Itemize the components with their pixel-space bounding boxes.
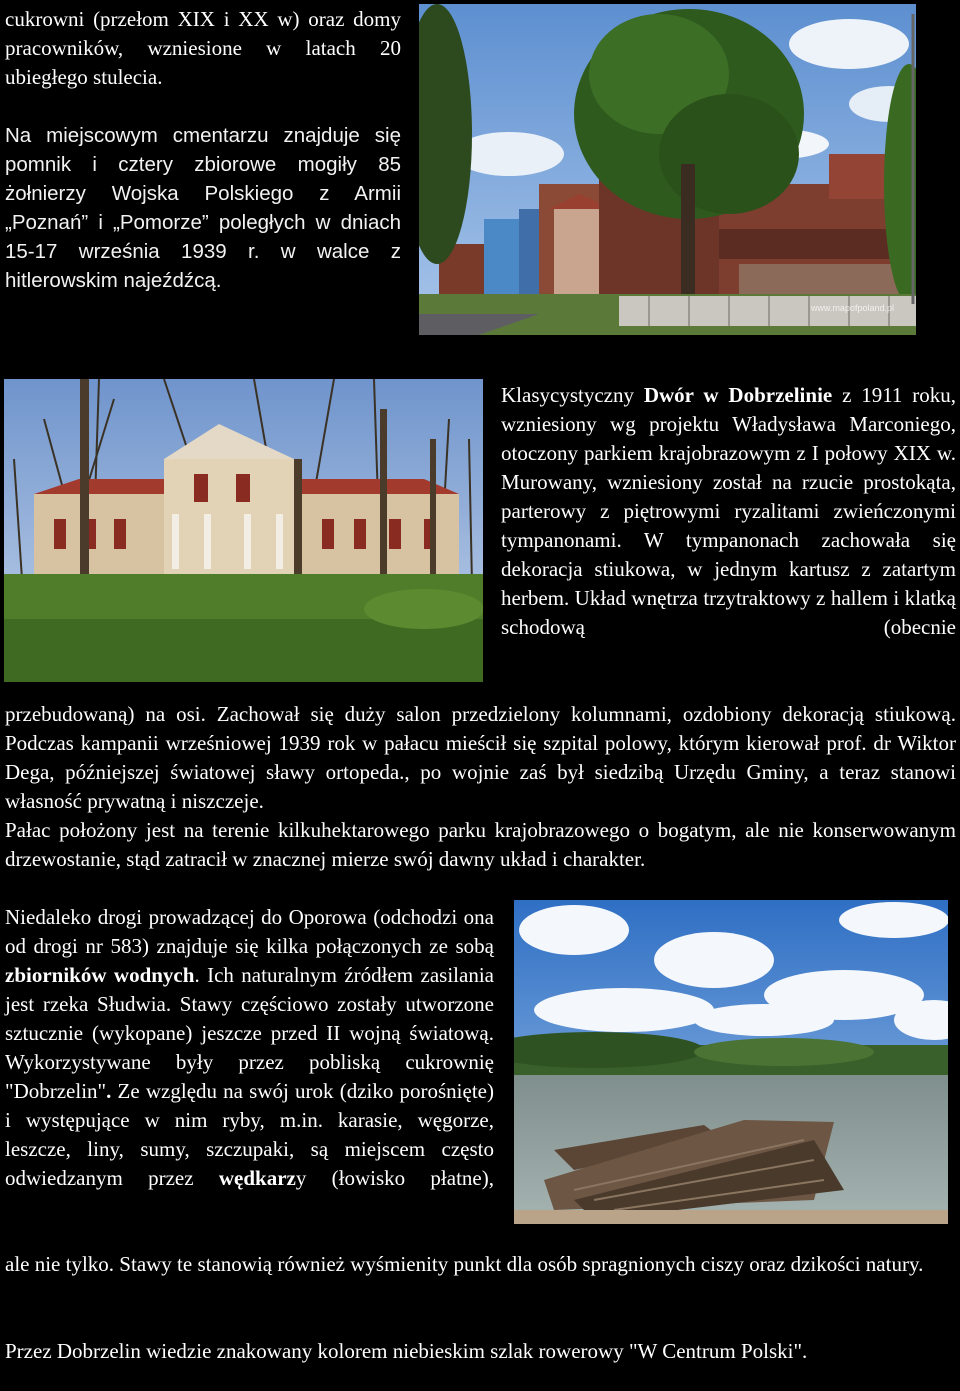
manor-text-block xyxy=(501,381,956,642)
intro-text-block xyxy=(5,5,401,295)
manor-details: z 1911 roku, wzniesiony wg projektu Władysława Marconiego, otoczony parkiem krajobrazowym z I połowy XIX w. Murowany, wzniesiony został na rzucie prostokąta, parterowy z piętrowymi ryzalitami zwieńczonymi tympanonami. W tympanonach zachowała się dekoracja stiukowa, w jednym kartusz z zatartym herbem. Układ wnętrza trzytraktowy z hallem i klatką schodową (obecnie xyxy=(501,383,957,639)
spacer xyxy=(5,92,401,121)
bike-trail-block xyxy=(5,1337,956,1366)
ponds-bold-anglers: wędkarz xyxy=(218,1166,296,1190)
ponds-bold-dot: . xyxy=(106,1079,112,1103)
manor-description-wrapped xyxy=(501,381,956,642)
manor-history-paragraph: przebudowaną) na osi. Zachował się duży salon przedzielony kolumnami, ozdobiony dekoracją stiukową. Podczas kampanii wrześniowej 1939 rok w pałacu mieścił się szpital polowy, którym kierował prof. dr Wiktor Dega, późniejszej światowej sławy ortopeda., po wojnie zaś był siedzibą Urzędu Gminy, a teraz stanowi własność prywatną i niszczeje. xyxy=(5,702,956,813)
ponds-description xyxy=(5,903,494,1193)
pond-photo xyxy=(514,900,948,1224)
bike-trail-paragraph: Przez Dobrzelin wiedzie znakowany kolorem niebieskim szlak rowerowy "W Centrum Polski". xyxy=(5,1339,808,1363)
cemetery-paragraph: Na miejscowym cmentarzu znajduje się pomnik i cztery zbiorowe mogiły 85 żołnierzy Wojska Polskiego z Armii „Poznań” i „Pomorze” poległych w dniach 15-17 września 1939 r. w walce z hitlerowskim najeźdźcą. xyxy=(5,124,401,292)
sugar-factory-photo xyxy=(419,4,916,335)
manor-park-paragraph: Pałac położony jest na terenie kilkuhektarowego parku krajobrazowego o bogatym, ale nie konserwowanym drzewostanie, stąd zatracił w znacznej mierze swój dawny układ i charakter. xyxy=(5,818,956,871)
manor-name: Dwór w Dobrzelinie xyxy=(643,383,833,407)
ponds-text-d: y (łowisko płatne), xyxy=(295,1166,494,1190)
manor-text-full xyxy=(5,700,956,874)
ponds-bold-water: zbiorników wodnych xyxy=(5,963,195,987)
ponds-text-a: Niedaleko drogi prowadzącej do Oporowa (odchodzi ona od drogi nr 583) znajduje się kilka połączonych ze sobą xyxy=(5,905,494,958)
ponds-text-c: Ze względu na swój urok (dziko porośnięte) i występujące w nim ryby, m.in. karasie, węgorze, leszcze, liny, sumy, szczupaki, są miejscem często odwiedzanym przez xyxy=(5,1079,494,1190)
ponds-text-b: . Ich naturalnym źródłem zasilania jest rzeka Słudwia. Stawy częściowo zostały utworzone sztucznie (wykopane) jeszcze przed II wojną światową. Wykorzystywane były przez pobliską cukrownię "Dobrzelin" xyxy=(5,963,494,1103)
ponds-text-full xyxy=(5,1250,956,1279)
manor-photo xyxy=(4,379,483,682)
ponds-text-block xyxy=(5,903,494,1193)
manor-intro: Klasycystyczny xyxy=(501,383,634,407)
watermark: www.mapofpoland.pl xyxy=(810,303,894,313)
sugar-factory-paragraph: cukrowni (przełom XIX i XX w) oraz domy pracowników, wzniesione w latach 20 ubiegłego stulecia. xyxy=(5,7,401,89)
ponds-closing-paragraph: ale nie tylko. Stawy te stanowią również wyśmienity punkt dla osób spragnionych ciszy oraz dzikości natury. xyxy=(5,1252,924,1276)
